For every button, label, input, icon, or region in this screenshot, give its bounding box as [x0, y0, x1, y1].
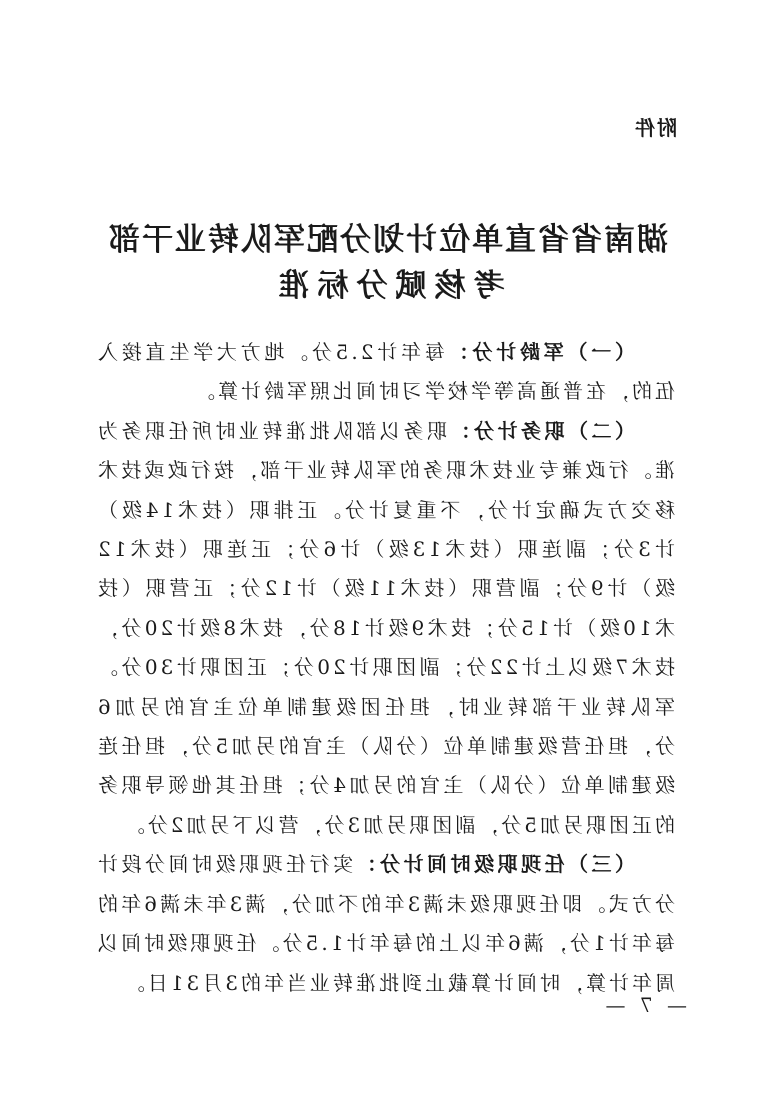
heading-position: （二）职务计分： [447, 418, 635, 443]
heading-tenure: （三）任现职级时间计分： [353, 852, 635, 877]
title-line-1: 湖南省省直单位计划分配军队转业干部 [107, 222, 668, 258]
paragraph-tenure [95, 845, 675, 1003]
title-line-2: 考核赋分标准 [270, 268, 505, 304]
text-tenure: 实行任现职级时间分段计分方式。即任现职级未满3年的不加分，满3年未满6年的每年计1分，满6年以上的每年计1.5分。任现职级时间以周年计算，时间计算截止到批准转业当年的3月31日。 [95, 852, 675, 995]
paragraph-position [95, 412, 675, 845]
text-military-age: 每年计2.5分。地方大学生直接入伍的，在普通高等学校学习时间比照军龄计算。 [95, 340, 675, 404]
page-number: — 7 — [601, 993, 687, 1017]
attachment-label: 附件 [633, 116, 677, 140]
paragraph-military-age [95, 333, 675, 412]
text-position: 职务以部队批准转业时所任职务为准。行政兼专业技术职务的军队转业干部，按行政或技术移交方式确定计分，不重复计分。正排职（技术14级）计3分；副连职（技术13级）计6分；正连职（技术12级）计9分；副营职（技术11级）计12分；正营职（技术10级）计15分；技术9级计18分，技术8级计20分，技术7级以上计22分；副团职计20分；正团职计30分。军队转业干部转业时，担任团级建制单位主官的另加6分，担任营级建制单位（分队）主官的另加5分，担任连级建制单位（分队）主官的另加4分；担任其他领导职务的正团职另加5分，副团职另加3分，营以下另加2分。 [95, 418, 675, 837]
document-body [95, 333, 675, 1003]
heading-military-age: （一）军龄计分： [444, 340, 635, 364]
